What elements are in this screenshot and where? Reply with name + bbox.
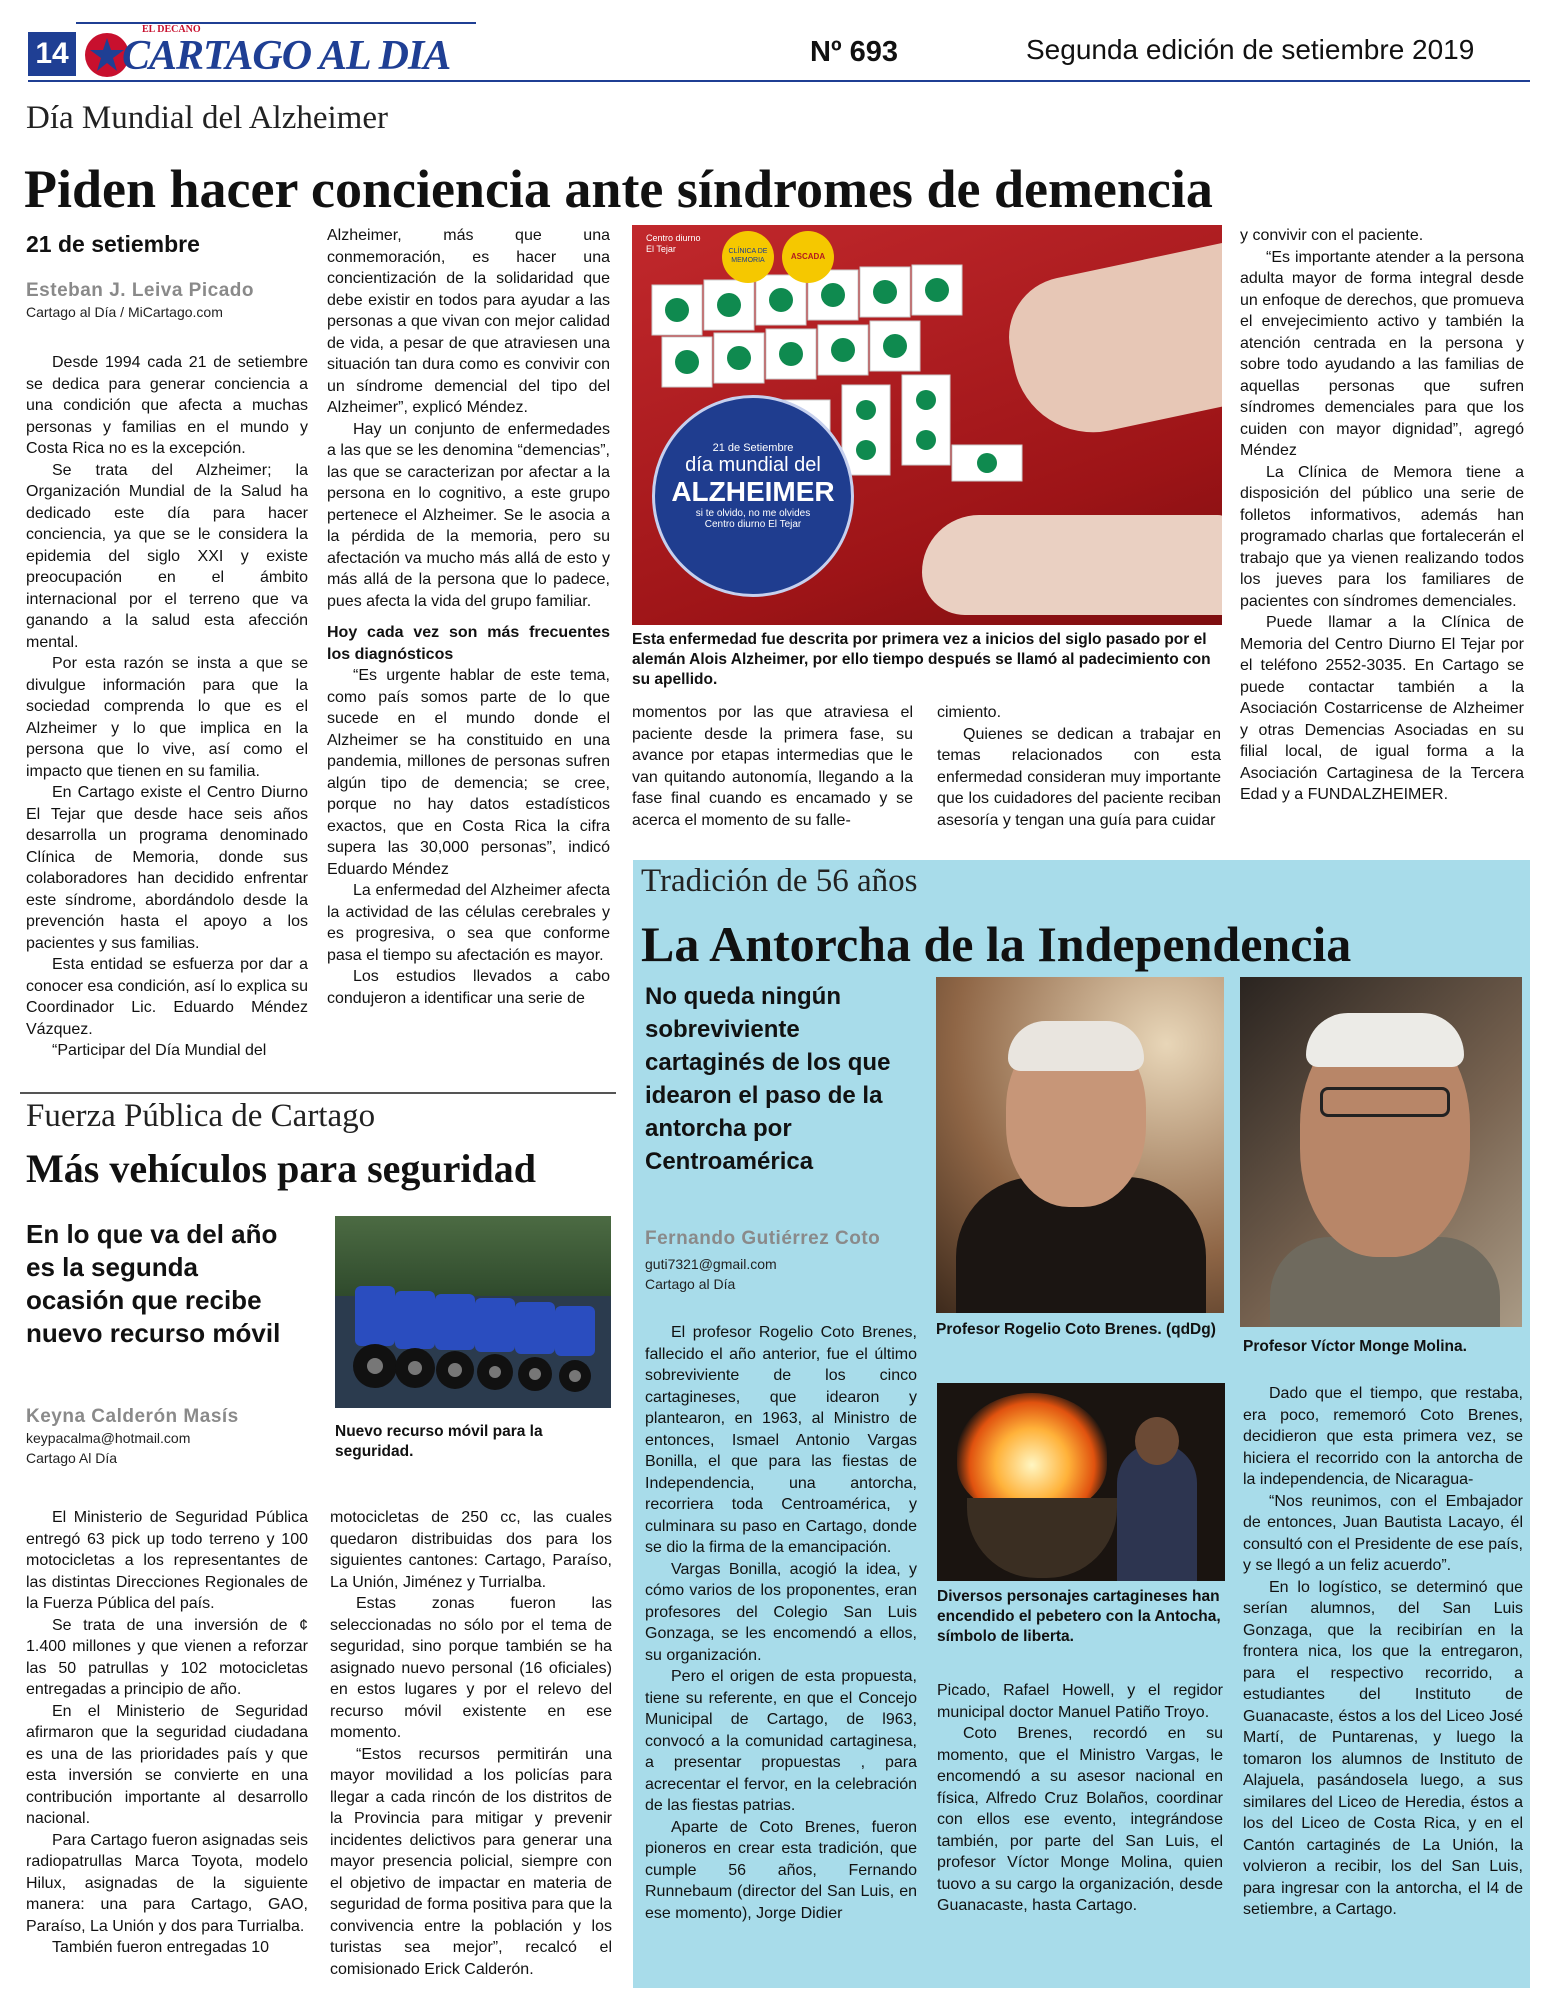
antorcha-col2-p: Picado, Rafael Howell, y el regidor municipal doctor Manuel Patiño Troyo. bbox=[937, 1682, 1223, 1721]
photo-cauldron bbox=[967, 1498, 1117, 1578]
alz-author: Esteban J. Leiva Picado bbox=[26, 280, 254, 301]
antorcha-lede: No queda ningún sobreviviente cartaginés de los que idearon el paso de la antorcha por Centroamérica bbox=[645, 983, 891, 1175]
antorcha-source: Cartago al Día bbox=[645, 1276, 736, 1292]
fuerza-source: Cartago Al Día bbox=[26, 1450, 118, 1466]
torch-photo bbox=[937, 1383, 1225, 1581]
alz-col4 bbox=[937, 702, 1221, 831]
edition-date: Segunda edición de setiembre 2019 bbox=[1026, 34, 1475, 65]
fuerza-byline bbox=[26, 1406, 316, 1468]
antorcha-col3-p: Dado que el tiempo, que restaba, era poco, rememoró Coto Brenes, decidieron que esta primera vez, se hiciera el recorrido con la antorcha de la independencia, de Nicaragua- bbox=[1243, 1385, 1523, 1488]
motorcycles bbox=[335, 1216, 611, 1408]
antorcha-col2-p: Coto Brenes, recordó en su momento, que el Ministro Vargas, le encomendó a su asesor nacional en física, Alfredo Cruz Bolaños, coordinar con ellos ese evento, integrándose también, por parte del San Luis, el profesor Víctor Monge Molina, quien tuovo a su cargo la organización, desde Guanacaste, hasta Cartago. bbox=[937, 1725, 1223, 1914]
antorcha-col1-p: Vargas Bonilla, acogió la idea, y cómo varios de los proponentes, eran profesores del Colegio San Luis Gonzaga, se les encomendó a ellos, su organización. bbox=[645, 1560, 917, 1664]
photo-logo-clinica: CLÍNICA DE MEMORIA bbox=[722, 231, 774, 283]
photo-hair bbox=[1008, 1021, 1144, 1071]
fuerza-headline: Más vehículos para seguridad bbox=[26, 1146, 537, 1191]
fuerza-col1-p: Se trata de una inversión de ¢ 1.400 millones y que vienen a reforzar las 50 patrullas y 102 motocicletas entregadas a principio de año. bbox=[26, 1616, 308, 1698]
alz-col1-p: Se trata del Alzheimer; la Organización Mundial de la Salud ha dedicado este día para hacer conciencia, ya que se le considera la epidemia del siglo XXI y existe preocupación en el ámbito internacional por el terreno que va ganando a la salud esta afección mental. bbox=[26, 461, 308, 651]
alz-badge bbox=[652, 395, 854, 597]
badge-line4: Centro diurno El Tejar bbox=[704, 519, 802, 530]
page-number: 14 bbox=[28, 32, 76, 76]
fuerza-col2-p: Estas zonas fueron las seleccionadas no sólo por el tema de seguridad, sino porque también se ha asignado nuevo personal (16 oficiales) en estos lugares y por el relevo del recurso móvil existente en ese momento. bbox=[330, 1595, 612, 1741]
alz-col5-p: Puede llamar a la Clínica de Memoria del Centro Diurno El Tejar por el teléfono 2552-3035. En Cartago se puede contactar también a la Asociación Costarricense de Alzheimer y otras Demencias Asociadas en su filial local, de igual forma a la Asociación Cartaginesa de la Tercera Edad y a FUNDALZHEIMER. bbox=[1240, 614, 1524, 803]
fuerza-author: Keyna Calderón Masís bbox=[26, 1406, 239, 1427]
logo-small-text: EL DECANO bbox=[142, 24, 201, 35]
alz-photo-caption: Esta enfermedad fue descrita por primera vez a inicios del siglo pasado por el alemán Alois Alzheimer, por ello tiempo después se llamó al padecimiento con su apellido. bbox=[632, 631, 1211, 688]
antorcha-email: guti7321@gmail.com bbox=[645, 1256, 777, 1272]
antorcha-col3-p: En lo logístico, se determinó que serían alumnos, del San Luis Gonzaga, que la recibirían en la frontera nica, los que la entregaron, para el respectivo recorrido, a estudiantes del Instituto de Guanacaste, éstos a los del Liceo José Martí, de Puntarenas, y luego la tomaron los alumnos de Instituto de Alajuela, pasándosela luego, a sus similares del Liceo de Heredia, éstos a los del Liceo de Costa Rica, y en el Cantón cartaginés de La Unión, la volvieron a recibir, los del San Luis, para ingresar con la antorcha, el l4 de setiembre, a Cartago. bbox=[1243, 1578, 1523, 1918]
alz-col2-p: Alzheimer, más que una conmemoración, es hacer una concientización de la solidaridad que debe existir en todos para ayudar a las personas a que vivan con mejor calidad de vida, a pesar de que atraviesen una situación tan dura como es convivir con un síndrome demencial del tipo del Alzheimer”, explicó Méndez. bbox=[327, 227, 610, 416]
masthead bbox=[20, 22, 1530, 82]
alz-photo bbox=[632, 225, 1222, 625]
masthead-bottom-rule bbox=[28, 80, 1530, 82]
fuerza-col2-p: “Estos recursos permitirán una mayor movilidad a los policías para llegar a cada rincón de los distritos de la Provincia para mitigar y prevenir incidentes delictivos para generar una mayor presencia policial, siempre con el objetivo de impactar en materia de seguridad de forma positiva para que la convivencia entre la población y los turistas sea mejor”, recalcó el comisionado Erick Calderón. bbox=[330, 1745, 612, 1978]
alz-kicker: Día Mundial del Alzheimer bbox=[26, 100, 388, 136]
alz-col1-p: Esta entidad se esfuerza por dar a conocer esa condición, así lo explica su Coordinador Lic. Eduardo Méndez Vázquez. bbox=[26, 956, 308, 1038]
alz-source: Cartago al Día / MiCartago.com bbox=[26, 304, 223, 320]
photo-logo-centro: Centro diurno El Tejar bbox=[646, 233, 701, 254]
antorcha-headline: La Antorcha de la Independencia bbox=[641, 916, 1352, 972]
torch-photo-caption: Diversos personajes cartagineses han encendido el pebetero con la Antocha, símbolo de liberta. bbox=[937, 1588, 1221, 1645]
alz-col5-p: y convivir con el paciente. bbox=[1240, 227, 1424, 244]
antorcha-col3-p: “Nos reunimos, con el Embajador de entonces, Juan Bautista Lacayo, él consultó con el Presidente de ese país, y se llegó a un feliz acuerdo”. bbox=[1243, 1492, 1523, 1574]
fuerza-col2 bbox=[330, 1507, 612, 1980]
portrait-monge-molina bbox=[1240, 977, 1522, 1327]
fuerza-col1-p: También fueron entregadas 10 bbox=[52, 1939, 270, 1956]
fuerza-lede: En lo que va del año es la segunda ocasión que recibe nuevo recurso móvil bbox=[26, 1219, 281, 1348]
alz-col2-p: “Es urgente hablar de este tema, como país somos parte de lo que sucede en el mundo donde el Alzheimer se ha constituido en una pandemia, millones de personas sufren algún tipo de demencia; se cree, porque no hay datos estadísticos exactos, que en Costa Rica la cifra supera las 30,000 personas”, indicó Eduardo Méndez bbox=[327, 667, 610, 878]
alz-col2-p: Hay un conjunto de enfermedades a las que se les denomina “demencias”, las que se caracterizan por afectar a la persona en lo cognitivo, a este grupo pertenece el Alzheimer. Se le asocia a la pérdida de la memoria, pero su afectación va mucho más allá de esto y más allá de la persona que lo padece, pues afecta la vida del grupo familiar. bbox=[327, 420, 610, 610]
alz-subhead: Hoy cada vez son más frecuentes los diagnósticos bbox=[327, 624, 610, 663]
issue-number: Nº 693 bbox=[810, 36, 898, 68]
antorcha-col1-p: El profesor Rogelio Coto Brenes, fallecido el año anterior, fue el último sobreviviente de los cinco cartagineses, que idearon y plantearon, en 1963, al Ministro de entonces, Ismael Antonio Vargas Bonilla, el que para las fiestas de Independencia, una antorcha, recorriera toda Centroamérica, y culminara su paso en Cartago, donde se dio la firma de la emancipación. bbox=[645, 1324, 917, 1556]
badge-date: 21 de Setiembre bbox=[712, 442, 794, 454]
antorcha-col3 bbox=[1243, 1383, 1523, 1921]
fuerza-col1 bbox=[26, 1507, 308, 1959]
badge-line2: ALZHEIMER bbox=[671, 476, 835, 507]
alz-byline bbox=[26, 280, 316, 322]
photo-person-head bbox=[1135, 1417, 1179, 1465]
antorcha-col2 bbox=[937, 1680, 1223, 1917]
masthead-logo bbox=[82, 24, 451, 80]
photo-flame bbox=[957, 1393, 1107, 1513]
fuerza-kicker: Fuerza Pública de Cartago bbox=[26, 1098, 376, 1134]
antorcha-col1-p: Pero el origen de esta propuesta, tiene su referente, en que el Concejo Municipal de Cartago, de l963, convocó a la comunidad cartaginesa, a presentar propuestas , para acrecentar el fervor, en la celebración de las fiestas patrias. bbox=[645, 1668, 917, 1814]
portrait-coto-brenes bbox=[936, 977, 1224, 1313]
alz-date: 21 de setiembre bbox=[26, 231, 200, 257]
fuerza-col1-p: Para Cartago fueron asignadas seis radiopatrullas Marca Toyota, modelo Hilux, asignadas de la siguiente manera: una para Cartago, GAO, Paraíso, La Unión y dos para Turrialba. bbox=[26, 1831, 308, 1935]
photo-logo-ascada: ASCADA bbox=[782, 231, 834, 283]
antorcha-col1 bbox=[645, 1322, 917, 1924]
antorcha-col1-p: Aparte de Coto Brenes, fueron pioneros en crear esta tradición, que cumple 56 años, Fernando Runnebaum (director del San Luis, en ese momento), Jorge Didier bbox=[645, 1818, 917, 1922]
alz-col1 bbox=[26, 352, 308, 1087]
photo-glasses bbox=[1320, 1087, 1450, 1117]
fuerza-email: keypacalma@hotmail.com bbox=[26, 1430, 191, 1446]
alz-col1-p: En Cartago existe el Centro Diurno El Tejar que desde hace seis años desarrolla un programa denominado Clínica de Memoria, donde sus colaboradores han decidido enfrentar este síndrome, abordándolo desde la prevención hasta el apoyo a los pacientes y sus familias. bbox=[26, 784, 308, 952]
alz-col5 bbox=[1240, 225, 1524, 806]
alz-col4-p: Quienes se dedican a trabajar en temas relacionados con esta enfermedad consideran muy importante que los cuidadores del paciente reciban asesoría y tengan una guía para cuidar bbox=[937, 725, 1221, 829]
antorcha-kicker: Tradición de 56 años bbox=[641, 863, 918, 899]
photo-hair bbox=[1306, 1013, 1464, 1067]
alz-col2 bbox=[327, 225, 610, 1085]
alz-col5-p: “Es importante atender a la persona adulta mayor de forma integral desde un enfoque de derechos, que promueva el envejecimiento activo y también la atención centrada en la persona y sobre todo ayudando a las familias de aquellas personas que sufren síndromes demenciales para que los cuiden con mayor dignidad”, agregó Méndez bbox=[1240, 248, 1524, 459]
antorcha-byline bbox=[645, 1228, 915, 1294]
alz-col1-p: “Participar del Día Mundial del bbox=[52, 1042, 267, 1059]
fuerza-photo-caption: Nuevo recurso móvil para la seguridad. bbox=[335, 1423, 543, 1460]
alz-col3-p: momentos por las que atraviesa el paciente desde la primera fase, su avance por etapas intermedias que le van quitando autonomía, llegando a la fase final cuando es encamado y se acerca el momento de su falle- bbox=[632, 704, 913, 829]
alz-col3 bbox=[632, 702, 913, 831]
badge-line3: si te olvido, no me olvides bbox=[695, 508, 811, 519]
fuerza-photo bbox=[335, 1216, 611, 1408]
antorcha-author: Fernando Gutiérrez Coto bbox=[645, 1228, 881, 1249]
alz-col2-p: Los estudios llevados a cabo condujeron a identificar una serie de bbox=[327, 968, 610, 1007]
alz-col4-p: cimiento. bbox=[937, 704, 1002, 721]
logo-text: CARTAGO AL DIA bbox=[122, 33, 451, 79]
alz-col5-p: La Clínica de Memora tiene a disposición del público una serie de folletos informativos, además han programado charlas que fortalecerán el trabajo que ya vienen realizando todos los jueves para los familiares de pacientes con síndromes demenciales. bbox=[1240, 463, 1524, 610]
alz-col1-p: Desde 1994 cada 21 de setiembre se dedica para generar conciencia a una condición que afecta a muchas personas y familias en el mundo y Costa Rica no es la excepción. bbox=[26, 354, 308, 457]
fuerza-rule bbox=[20, 1092, 616, 1094]
fuerza-col1-p: En el Ministerio de Seguridad afirmaron que la seguridad ciudadana es una de las prioridades país y que esta inversión se convierte en una contribución importante al desarrollo nacional. bbox=[26, 1702, 308, 1827]
alz-headline: Piden hacer conciencia ante síndromes de demencia bbox=[24, 159, 1213, 219]
alz-col2-p: La enfermedad del Alzheimer afecta la actividad de las células cerebrales y es progresiva, o sea que conforme pasa el tiempo su afectación es mayor. bbox=[327, 882, 610, 964]
portrait-monge-caption: Profesor Víctor Monge Molina. bbox=[1243, 1338, 1467, 1355]
alz-col1-p: Por esta razón se insta a que se divulgue información para que la sociedad comprenda lo que es el Alzheimer y lo que implica en la persona que lo vive, así como el impacto que tienen en su familia. bbox=[26, 655, 308, 780]
portrait-coto-caption: Profesor Rogelio Coto Brenes. (qdDg) bbox=[936, 1321, 1216, 1338]
badge-line1: día mundial del bbox=[685, 454, 821, 476]
fuerza-col1-p: El Ministerio de Seguridad Pública entregó 63 pick up todo terreno y 100 motocicletas a los representantes de las distintas Direcciones Regionales de la Fuerza Pública del país. bbox=[26, 1509, 308, 1612]
fuerza-col2-p: motocicletas de 250 cc, las cuales quedaron distribuidas dos para los siguientes cantones: Cartago, Paraíso, La Unión, Jiménez y Turrialba. bbox=[330, 1509, 612, 1591]
